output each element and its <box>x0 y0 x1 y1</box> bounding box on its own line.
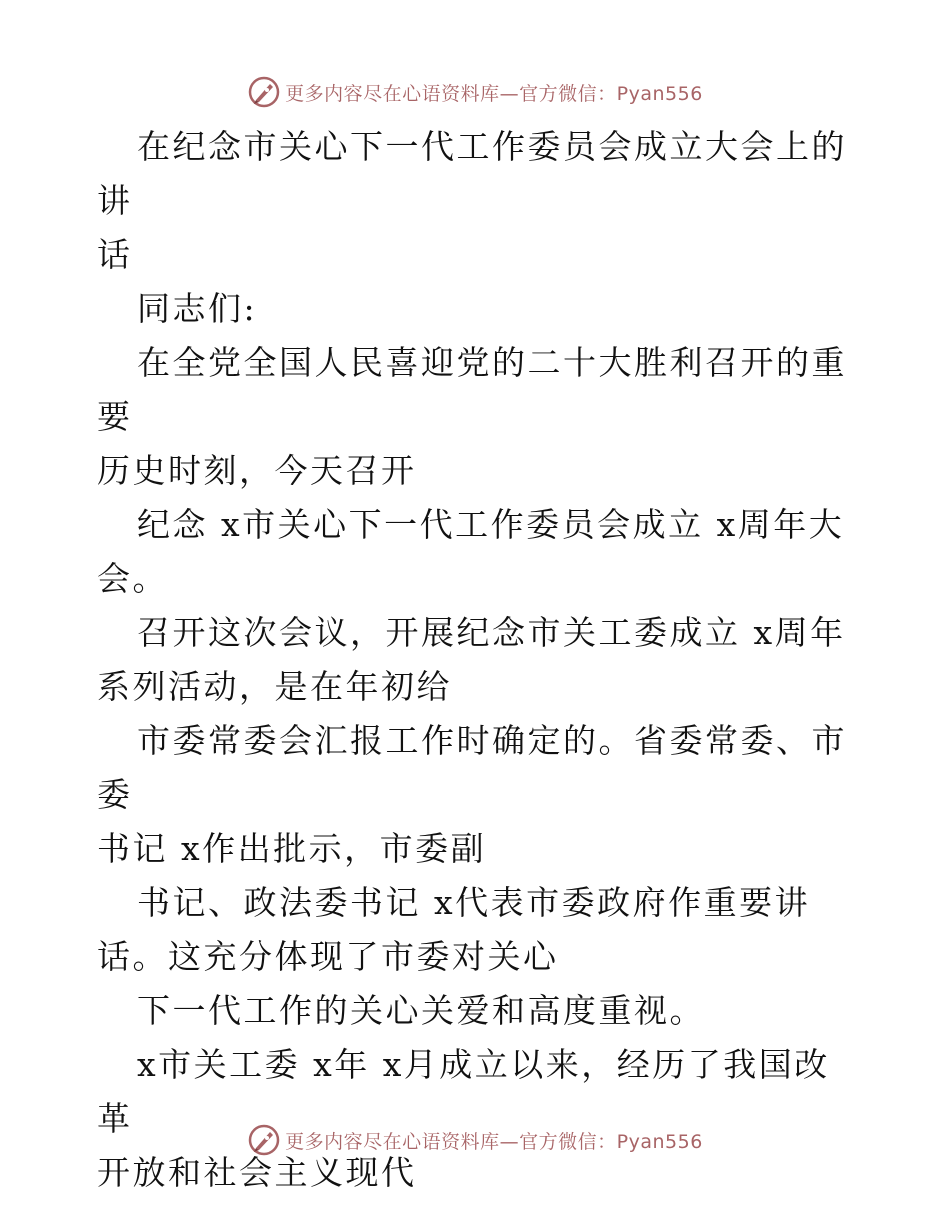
document-line: x市关工委 x年 x月成立以来，经历了我国改革 <box>97 1045 830 1138</box>
document-line: 系列活动，是在年初给 <box>97 667 452 706</box>
document-line: 话 <box>97 235 133 274</box>
quill-pen-logo-icon <box>247 1123 281 1157</box>
document-line: 在全党全国人民喜迎党的二十大胜利召开的重要 <box>97 343 847 436</box>
document-line: 纪念 x市关心下一代工作委员会成立 x周年大 <box>137 505 845 544</box>
document-line: 下一代工作的关心关爱和高度重视。 <box>137 991 705 1030</box>
quill-pen-logo-icon <box>247 75 281 109</box>
document-line: 话。这充分体现了市委对关心 <box>97 937 559 976</box>
footer-banner <box>0 1118 950 1162</box>
document-line: 市委常委会汇报工作时确定的。省委常委、市委 <box>97 721 847 814</box>
document-line: 会。 <box>97 559 168 598</box>
footer-banner-text: 更多内容尽在心语资料库—官方微信：Pyan556 <box>285 1130 703 1153</box>
document-line: 在纪念市关心下一代工作委员会成立大会上的讲 <box>97 127 847 220</box>
header-banner <box>0 70 950 114</box>
document-body <box>97 120 857 1200</box>
document-line: 同志们: <box>137 289 258 328</box>
document-line: 召开这次会议，开展纪念市关工委成立 x周年 <box>137 613 846 652</box>
document-line: 开放和社会主义现代 <box>97 1153 417 1192</box>
header-banner-text: 更多内容尽在心语资料库—官方微信：Pyan556 <box>285 82 703 105</box>
document-line: 书记、政法委书记 x代表市委政府作重要讲 <box>137 883 811 922</box>
document-line: 历史时刻，今天召开 <box>97 451 417 490</box>
document-line: 书记 x作出批示，市委副 <box>97 829 487 868</box>
